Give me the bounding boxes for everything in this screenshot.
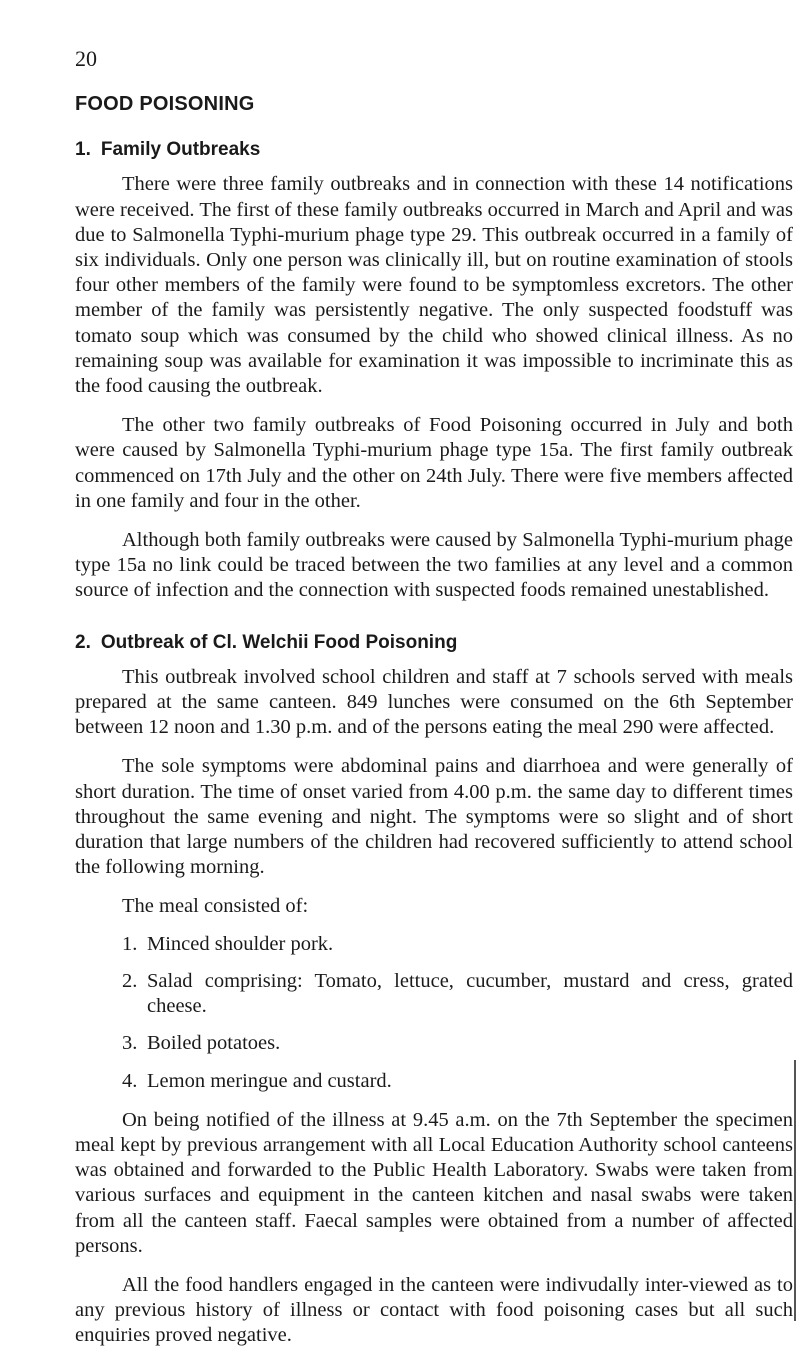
section-heading — [75, 137, 793, 162]
section-heading — [75, 630, 793, 655]
list-item-text: Salad comprising: Tomato, lettuce, cucumber, mustard and cress, grated cheese. — [147, 969, 793, 1018]
list-item — [75, 932, 793, 957]
section-title: Outbreak of Cl. Welchii Food Poisoning — [100, 631, 458, 653]
list-item-number: 3. — [122, 1032, 138, 1055]
list-item — [75, 1031, 793, 1056]
document-body — [75, 92, 793, 1363]
scan-edge-line — [794, 1060, 796, 1321]
list-item-number: 2. — [122, 969, 138, 992]
list-item-text: Minced shoulder pork. — [147, 932, 334, 955]
section-number: 1. — [75, 139, 91, 161]
section-welchii-outbreak — [75, 630, 793, 1349]
paragraph: All the food handlers engaged in the canteen were indivudally inter-viewed as to any previous history of illness or contact with food poisoning cases but all such enquiries proved negative. — [75, 1273, 793, 1347]
paragraph: On being notified of the illness at 9.45 a.m. on the 7th September the specimen meal kept by previous arrangement with all Local Education Authority school canteens was obtained and forwarded to the Public Health Laboratory. Swabs were taken from various surfaces and equipment in the canteen kitchen and nasal swabs were taken from all the canteen staff. Faecal samples were obtained from a number of affected persons. — [75, 1108, 793, 1257]
section-number: 2. — [75, 631, 91, 653]
list-item-number: 1. — [122, 932, 138, 955]
section-title: Family Outbreaks — [100, 139, 261, 161]
section-family-outbreaks — [75, 137, 793, 603]
list-item-text: Lemon meringue and custard. — [147, 1069, 392, 1092]
page-title: FOOD POISONING — [75, 93, 255, 115]
list-item-text: Boiled potatoes. — [147, 1032, 281, 1055]
paragraph: The sole symptoms were abdominal pains and diarrhoea and were generally of short duration. The time of onset varied from 4.00 p.m. the same day to different times throughout the same evening and night. The symptoms were so slight and of short duration that large numbers of the children had recovered sufficiently to attend school the following morning. — [75, 755, 793, 879]
meal-list — [75, 932, 793, 1094]
list-item — [75, 969, 793, 1019]
list-intro: The meal consisted of: — [122, 895, 309, 918]
list-item-number: 4. — [122, 1069, 138, 1092]
paragraph: Although both family outbreaks were caused by Salmonella Typhi-murium phage type 15a no link could be traced between the two families at any level and a common source of infection and the connection with suspected foods remained unestablished. — [75, 529, 793, 602]
page-number: 20 — [75, 46, 97, 71]
paragraph: This outbreak involved school children and staff at 7 schools served with meals prepared at the same canteen. 849 lunches were consumed on the 6th September between 12 noon and 1.30 p.m. and of the persons eating the meal 290 were affected. — [75, 665, 793, 739]
paragraph: The other two family outbreaks of Food Poisoning occurred in July and both were caused by Salmonella Typhi-murium phage type 15a. The first family outbreak commenced on 17th July and the other on 24th July. There were five members affected in one family and four in the other. — [75, 414, 793, 512]
list-item — [75, 1069, 793, 1094]
paragraph: There were three family outbreaks and in connection with these 14 notifications were received. The first of these family outbreaks occurred in March and April and was due to Salmonella Typhi-murium phage type 29. This outbreak occurred in a family of six individuals. Only one person was clinically ill, but on routine examination of stools four other members of the family were found to be symptomless excretors. The other member of the family was persistently negative. The only suspected foodstuff was tomato soup which was consumed by the child who showed clinical illness. As no remaining soup was available for examination it was impossible to incriminate this as the food causing the outbreak. — [75, 173, 793, 398]
